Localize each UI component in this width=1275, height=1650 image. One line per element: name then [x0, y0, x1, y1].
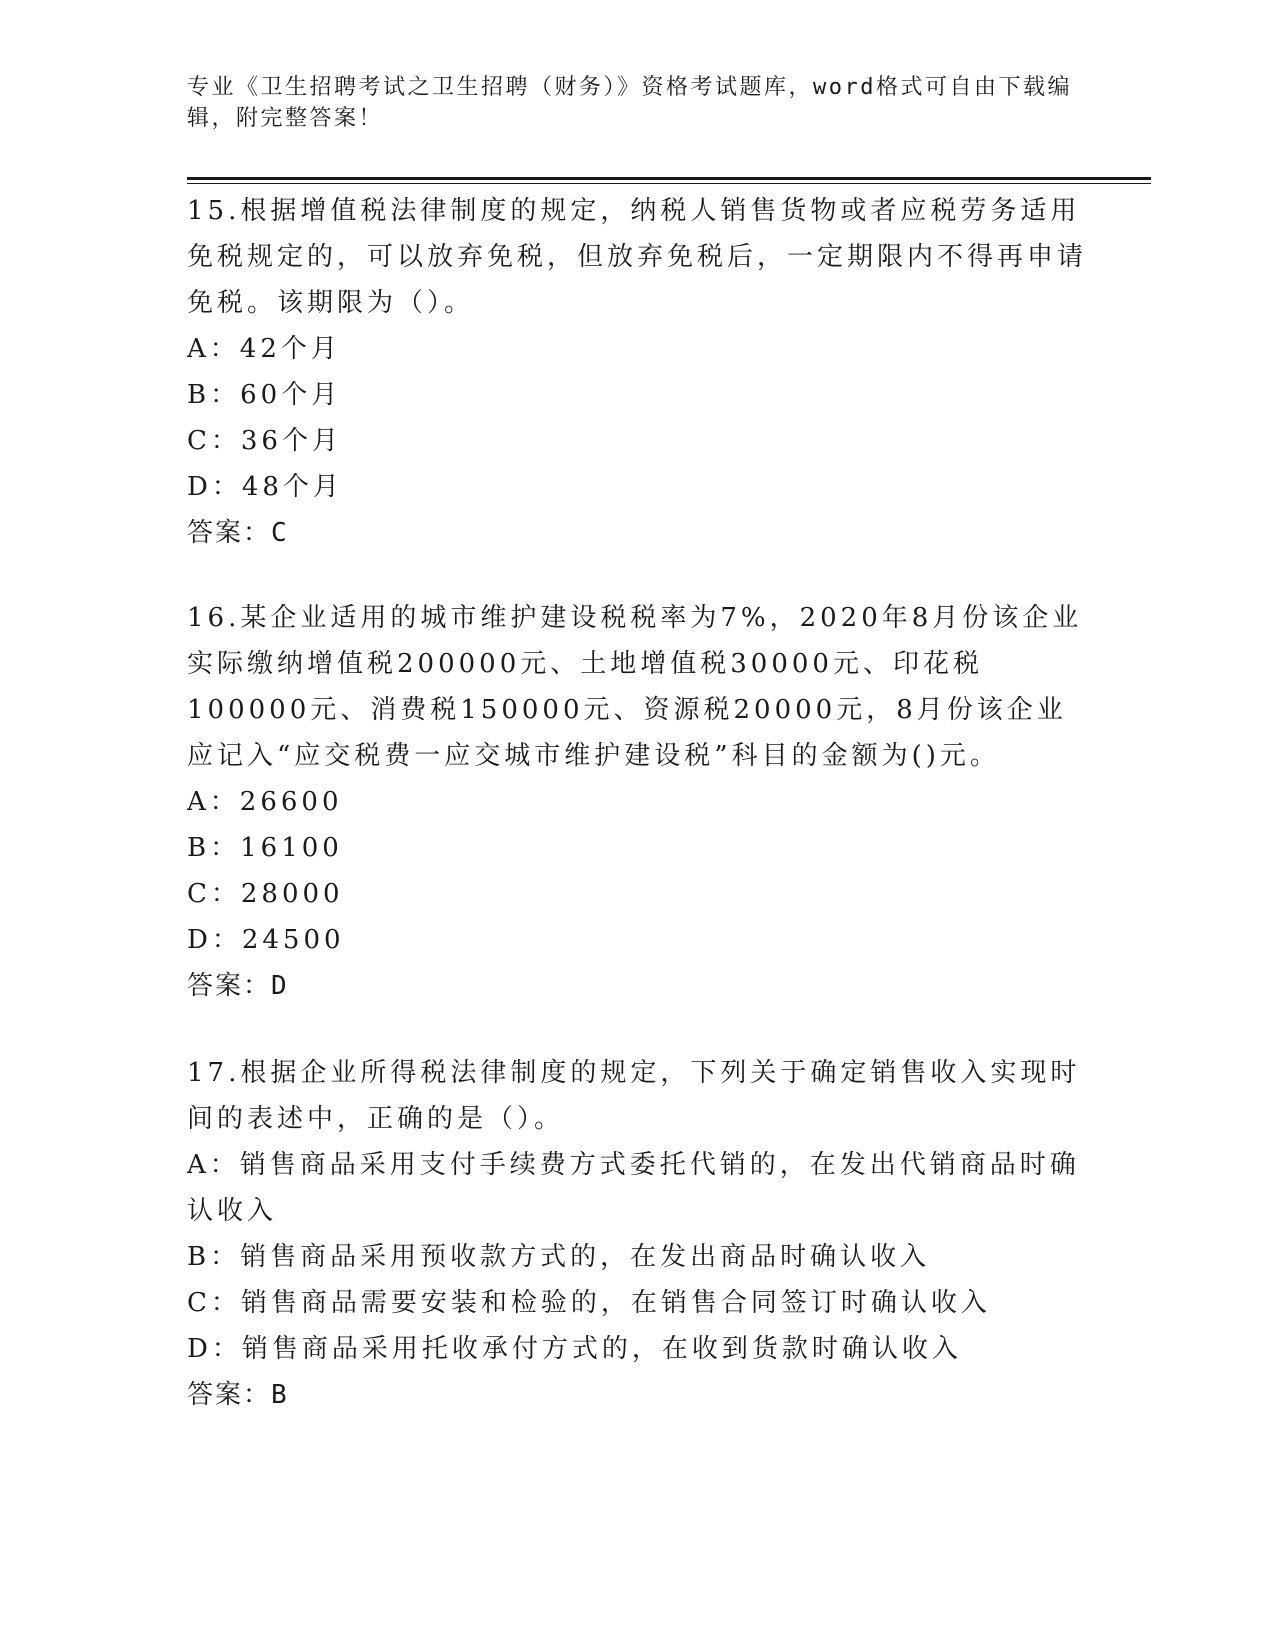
option-d: D：销售商品采用托收承付方式的，在收到货款时确认收入	[187, 1334, 962, 1364]
option-a: A：42个月	[187, 334, 341, 364]
document-header: 专业《卫生招聘考试之卫生招聘（财务）》资格考试题库，word格式可自由下载编辑，附完整答案！	[187, 75, 1072, 131]
option-a: A：26600	[187, 787, 343, 817]
question-15	[187, 188, 1087, 556]
header-divider-thin	[187, 183, 1151, 184]
answer-label: 答案：C	[187, 518, 289, 548]
question-17	[187, 1050, 1087, 1418]
question-stem: 17.根据企业所得税法律制度的规定，下列关于确定销售收入实现时间的表述中，正确的是（）。	[187, 1058, 1081, 1134]
option-b: B：销售商品采用预收款方式的，在发出商品时确认收入	[187, 1242, 931, 1272]
question-16	[187, 595, 1087, 1009]
answer-label: 答案：D	[187, 971, 289, 1001]
option-c: C：36个月	[187, 426, 342, 456]
question-stem: 15.根据增值税法律制度的规定，纳税人销售货物或者应税劳务适用免税规定的，可以放弃免税，但放弃免税后，一定期限内不得再申请免税。该期限为（）。	[187, 196, 1088, 318]
answer-label: 答案：B	[187, 1380, 289, 1410]
question-stem: 16.某企业适用的城市维护建设税税率为7%，2020年8月份该企业实际缴纳增值税200000元、土地增值税30000元、印花税100000元、消费税150000元、资源税20000元，8月份该企业应记入“应交税费一应交城市维护建设税”科目的金额为()元。	[187, 603, 1083, 771]
option-b: B：60个月	[187, 380, 342, 410]
option-d: D：24500	[187, 925, 345, 955]
option-a: A：销售商品采用支付手续费方式委托代销的，在发出代销商品时确认收入	[187, 1150, 1080, 1226]
option-d: D：48个月	[187, 472, 343, 502]
option-b: B：16100	[187, 833, 343, 863]
option-c: C：28000	[187, 879, 344, 909]
option-c: C：销售商品需要安装和检验的，在销售合同签订时确认收入	[187, 1288, 991, 1318]
header-divider-thick	[187, 177, 1151, 180]
